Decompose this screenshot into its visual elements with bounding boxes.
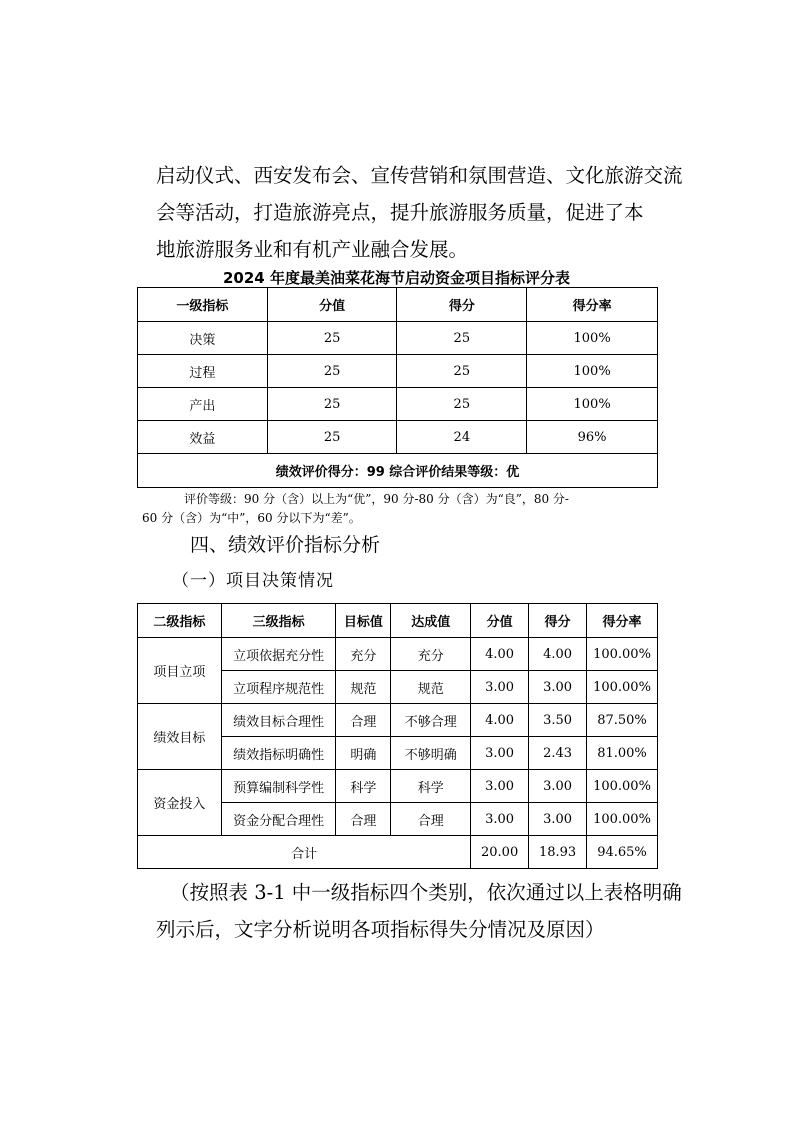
table-cell: 3.50 (529, 704, 587, 737)
total-cell: 20.00 (471, 836, 529, 869)
table-cell: 3.00 (471, 770, 529, 803)
table-cell: 立项依据充分性 (221, 638, 336, 671)
group-cell: 项目立项 (138, 638, 222, 704)
table-row (138, 322, 658, 355)
table-cell: 87.50% (587, 704, 658, 737)
table-cell: 25 (397, 355, 527, 388)
table-cell: 100.00% (587, 770, 658, 803)
table-cell: 100% (527, 322, 658, 355)
analysis-paragraph (156, 874, 682, 948)
total-cell: 18.93 (529, 836, 587, 869)
table-cell: 4.00 (471, 704, 529, 737)
table-cell: 不够明确 (391, 737, 471, 770)
total-cell: 94.65% (587, 836, 658, 869)
table-cell: 不够合理 (391, 704, 471, 737)
table-cell: 规范 (391, 671, 471, 704)
table-cell: 100.00% (587, 671, 658, 704)
intro-line-3: 地旅游服务业和有机产业融合发展。 (156, 238, 469, 261)
table-cell: 2.43 (529, 737, 587, 770)
table-cell: 资金分配合理性 (221, 803, 336, 836)
header-cell: 二级指标 (138, 604, 222, 638)
table-cell: 过程 (138, 355, 268, 388)
table-row (138, 421, 658, 454)
header-cell: 分值 (471, 604, 529, 638)
intro-paragraph (156, 157, 683, 268)
header-cell: 得分率 (527, 288, 658, 322)
table-row (138, 704, 658, 737)
table-cell: 25 (267, 421, 397, 454)
table-cell: 合理 (336, 803, 391, 836)
grade-note (142, 490, 656, 528)
table-header-row (138, 288, 658, 322)
header-cell: 三级指标 (221, 604, 336, 638)
table-cell: 100% (527, 355, 658, 388)
header-cell: 一级指标 (138, 288, 268, 322)
table-cell: 预算编制科学性 (221, 770, 336, 803)
table-cell: 3.00 (529, 803, 587, 836)
table-cell: 100.00% (587, 638, 658, 671)
table-cell: 规范 (336, 671, 391, 704)
analysis-line-1: （按照表 3-1 中一级指标四个类别，依次通过以上表格明确 (170, 881, 682, 904)
table-row (138, 638, 658, 671)
table-cell: 25 (397, 388, 527, 421)
grade-note-line-2: 60 分（含）为“中”，60 分以下为“差”。 (142, 511, 361, 525)
table-cell: 科学 (336, 770, 391, 803)
group-cell: 资金投入 (138, 770, 222, 836)
subsection-heading: （一）项目决策情况 (172, 571, 334, 591)
table-cell: 3.00 (471, 803, 529, 836)
table-cell: 81.00% (587, 737, 658, 770)
table-cell: 100% (527, 388, 658, 421)
table-cell: 科学 (391, 770, 471, 803)
intro-line-2: 会等活动，打造旅游亮点，提升旅游服务质量，促进了本 (156, 201, 644, 224)
header-cell: 得分率 (587, 604, 658, 638)
table-cell: 效益 (138, 421, 268, 454)
table-cell: 绩效目标合理性 (221, 704, 336, 737)
analysis-line-2: 列示后，文字分析说明各项指标得失分情况及原因） (156, 918, 605, 941)
decision-indicator-table (137, 603, 658, 869)
table-cell: 4.00 (529, 638, 587, 671)
table-cell: 充分 (391, 638, 471, 671)
table-cell: 96% (527, 421, 658, 454)
table-cell: 3.00 (471, 737, 529, 770)
table-row (138, 355, 658, 388)
table-cell: 合理 (391, 803, 471, 836)
table-cell: 绩效指标明确性 (221, 737, 336, 770)
header-cell: 目标值 (336, 604, 391, 638)
table-cell: 25 (267, 388, 397, 421)
table-cell: 25 (267, 322, 397, 355)
table-cell: 100.00% (587, 803, 658, 836)
table-cell: 立项程序规范性 (221, 671, 336, 704)
summary-row (138, 454, 658, 488)
table-cell: 产出 (138, 388, 268, 421)
table-cell: 25 (397, 322, 527, 355)
table-header-row (138, 604, 658, 638)
header-cell: 分值 (267, 288, 397, 322)
table-cell: 合理 (336, 704, 391, 737)
group-cell: 绩效目标 (138, 704, 222, 770)
total-label: 合计 (138, 836, 471, 869)
header-cell: 得分 (529, 604, 587, 638)
table-cell: 明确 (336, 737, 391, 770)
table-cell: 25 (267, 355, 397, 388)
summary-cell: 绩效评价得分：99 综合评价结果等级：优 (138, 454, 658, 488)
table-cell: 24 (397, 421, 527, 454)
header-cell: 达成值 (391, 604, 471, 638)
intro-line-1: 启动仪式、西安发布会、宣传营销和氛围营造、文化旅游交流 (156, 164, 683, 187)
table-cell: 3.00 (471, 671, 529, 704)
table-cell: 4.00 (471, 638, 529, 671)
table-cell: 决策 (138, 322, 268, 355)
header-cell: 得分 (397, 288, 527, 322)
total-row (138, 836, 658, 869)
score-table (137, 287, 658, 488)
table-row (138, 770, 658, 803)
table-cell: 3.00 (529, 770, 587, 803)
table-cell: 3.00 (529, 671, 587, 704)
table-cell: 充分 (336, 638, 391, 671)
table-row (138, 388, 658, 421)
table1-title: 2024 年度最美油菜花海节启动资金项目指标评分表 (223, 269, 570, 287)
grade-note-line-1: 评价等级：90 分（含）以上为“优”，90 分-80 分（含）为“良”，80 分- (184, 492, 569, 506)
section-heading: 四、绩效评价指标分析 (190, 534, 381, 556)
